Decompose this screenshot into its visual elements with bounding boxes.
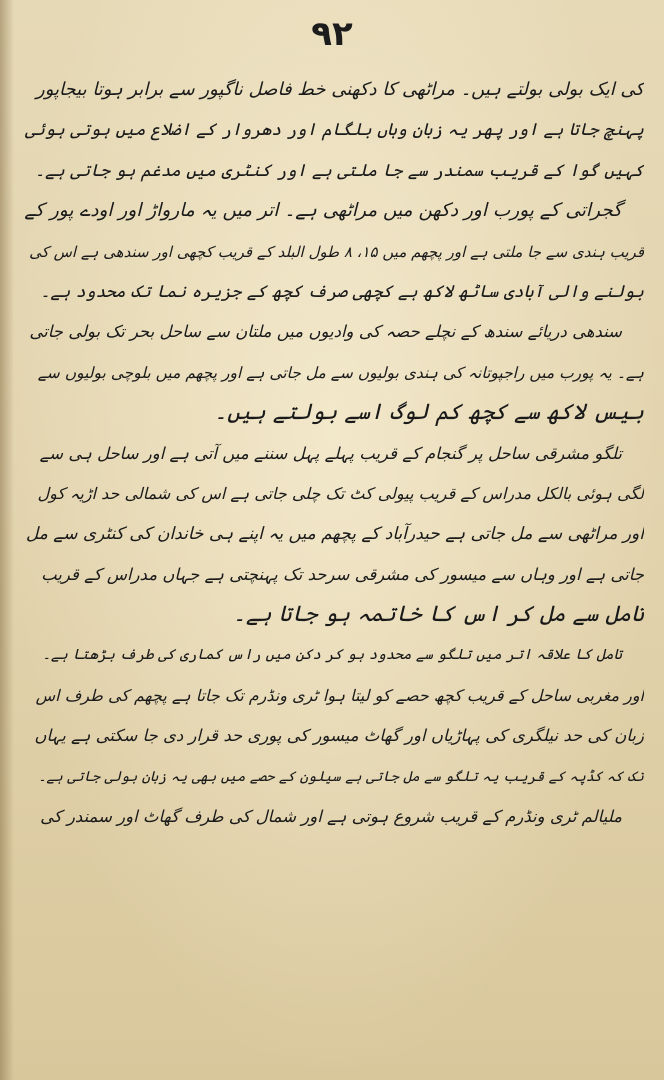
text-line: لگی ہوئی بالکل مدراس کے قریب پیولی کٹ تک چلی جاتی ہے اس کی شمالی حد اڑیہ کول [37,483,644,503]
text-line: قریب ہندی سے جا ملتی ہے اور پچھم میں ۱۵، ۸ طول البلد کے قریب کچھی اور سندھی ہے اس کی [29,242,644,261]
text-line: تامل کا علاقہ اتر میں تلگو سے محدود ہو کر دکن میں راس کماری کی طرف بڑھتا ہے۔ [42,647,622,664]
text-line: اور مغربی ساحل کے قریب کچھ حصے کو لیتا ہوا ٹری ونڈرم تک جاتا ہے پچھم کی طرف اس [35,685,644,705]
page-text-body [24,70,644,837]
text-line: بولنے والی آبادی ساٹھ لاکھ ہے کچھی صرف کچھ کے جزیرہ نما تک محدود ہے۔ [40,281,644,302]
text-line: پہنچ جاتا ہے اور پھر یہ زبان وہاں بلگام اور دھروار کے اضلاع میں ہوتی ہوئی [25,120,644,141]
text-line: جاتی ہے اور وہاں سے میسور کی مشرقی سرحد تک پہنچتی ہے جہاں مدراس کے قریب [41,564,644,584]
text-line: بیس لاکھ سے کچھ کم لوگ اسے بولتے ہیں۔ [214,400,644,426]
text-line: ملیالم ٹری ونڈرم کے قریب شروع ہوتی ہے اور شمال کی طرف گھاٹ اور سمندر کی [40,807,622,827]
text-line: کی ایک بولی بولتے ہیں۔ مراٹھی کا دکھنی خط فاصل ناگپور سے برابر ہوتا بیجاپور [36,79,644,100]
page-shadow-edge [0,0,14,1080]
text-line: کہیں گوا کے قریب سمندر سے جا ملتی ہے اور کنٹری میں مدغم ہو جاتی ہے۔ [35,160,644,181]
page-number: ۹۲ [311,14,353,54]
text-line: تامل سے مل کر اس کا خاتمہ ہو جاتا ہے۔ [233,602,644,628]
text-line: ہے۔ یہ پورب میں راجپوتانہ کی ہندی بولیوں سے مل جاتی ہے اور پچھم میں بلوچی بولیوں سے [37,363,644,382]
text-line: سندھی دریائے سندھ کے نچلے حصہ کی وادیوں میں ملتان سے ساحل بحر تک بولی جاتی [29,322,622,342]
text-line: تلگو مشرقی ساحل پر گنجام کے قریب پہلے پہل سننے میں آتی ہے اور ساحل ہی سے [39,443,622,463]
text-line: تک کہ کڈپہ کے قریب یہ تلگو سے مل جاتی ہے سیلون کے حصے میں بھی یہ زبان بولی جاتی ہے۔ [38,768,644,785]
text-line: اور مراٹھی سے مل جاتی ہے حیدرآباد کے پچھم میں یہ اپنے ہی خاندان کی کنٹری سے مل [25,524,644,545]
text-line: زبان کی حد نیلگری کی پہاڑیاں اور گھاٹ میسور کی پوری حد قرار دی جا سکتی ہے یہاں [34,726,644,746]
text-line: گجراتی کے پورب اور دکھن میں مراٹھی ہے۔ اتر میں یہ مارواڑ اور اودے پور کے [24,200,622,222]
